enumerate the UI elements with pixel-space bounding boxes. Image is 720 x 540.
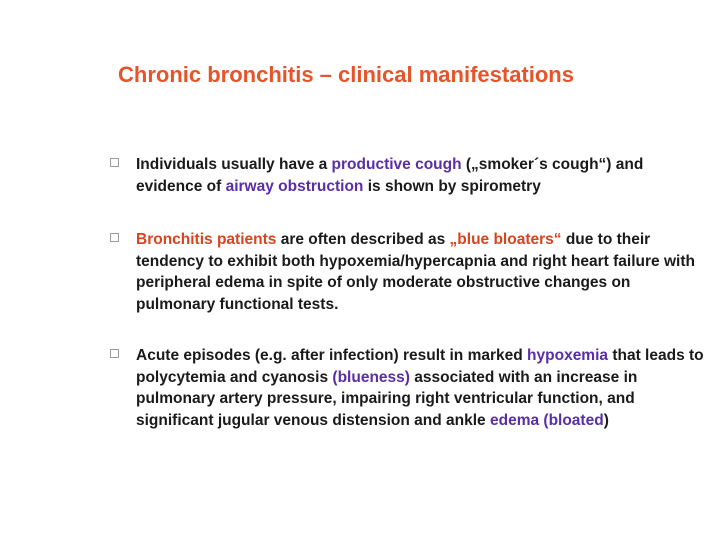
- highlight-blueness: (blueness): [332, 368, 410, 386]
- bullet-text: [136, 154, 710, 197]
- highlight-blue-bloaters: „blue bloaters“: [449, 231, 562, 248]
- bullet-segment: („smoker´s cough“) and evidence of: [136, 156, 644, 195]
- highlight-hypoxemia: hypoxemia: [527, 347, 609, 364]
- highlight-bronchitis-patients: Bronchitis patients: [136, 231, 277, 248]
- hollow-square-icon: [110, 233, 119, 242]
- bullet-segment: Acute episodes (e.g. after infection) result in marked: [136, 347, 528, 364]
- bullet-segment: ): [603, 411, 609, 429]
- bullet-item-blue-bloaters: [110, 229, 710, 315]
- bullet-segment: due to their tendency to exhibit both hypoxemia/hypercapnia and right heart failure with peripheral edema in spite of only moderate obstructive changes on pulmonary functional tests.: [136, 231, 695, 313]
- bullet-text: [136, 229, 710, 315]
- highlight-airway-obstruction: airway obstruction: [225, 177, 364, 195]
- bullet-text: [136, 345, 710, 431]
- bullet-segment: are often described as: [276, 231, 450, 248]
- hollow-square-icon: [110, 158, 119, 167]
- bullet-item-productive-cough: [110, 154, 710, 197]
- bullet-segment: is shown by spirometry: [363, 177, 541, 195]
- highlight-productive-cough: productive cough: [331, 156, 462, 173]
- hollow-square-icon: [110, 349, 119, 358]
- slide-title: Chronic bronchitis – clinical manifestations: [118, 62, 574, 87]
- highlight-edema-bloated: edema (bloated: [489, 411, 604, 429]
- bullet-item-acute-episodes: [110, 345, 710, 431]
- bullet-segment: associated with an increase in pulmonary artery pressure, impairing right ventricular function, and significant jugular venous distension and ankle: [136, 368, 638, 429]
- bullet-segment: Individuals usually have a: [136, 156, 332, 173]
- bullet-segment: that leads to polycytemia and cyanosis: [136, 347, 704, 386]
